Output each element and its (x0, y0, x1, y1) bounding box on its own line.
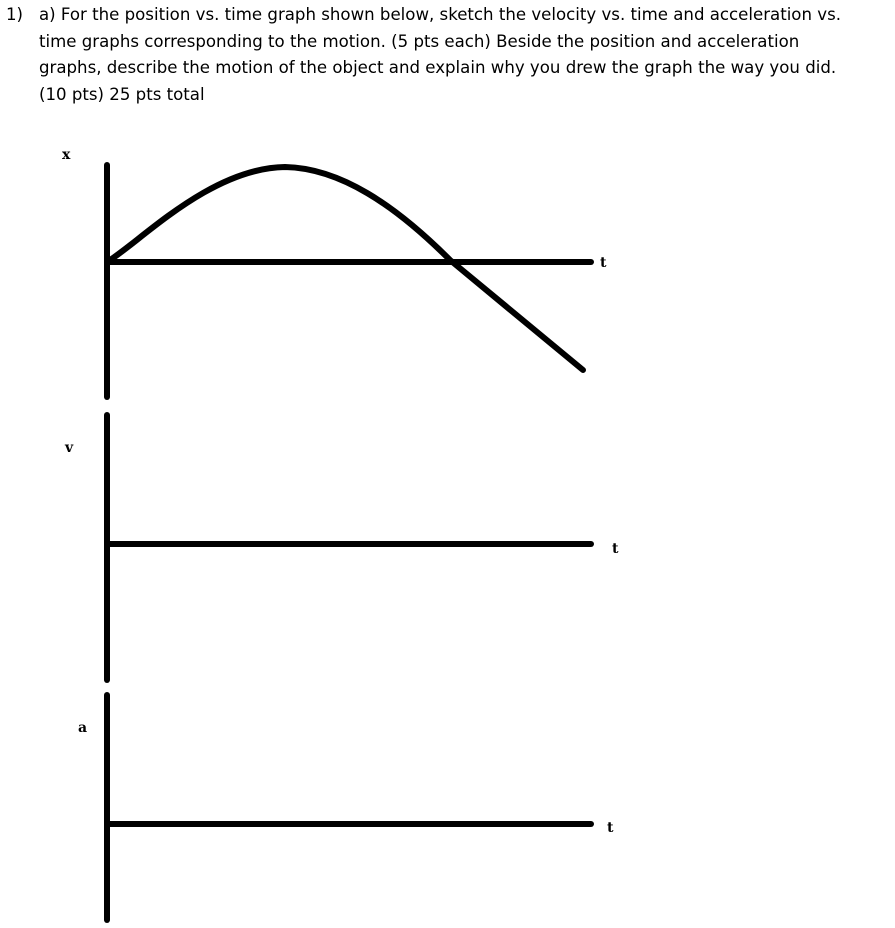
velocity-t-label: t (612, 541, 619, 557)
acceleration-graph (78, 695, 614, 920)
position-curve (107, 167, 583, 370)
question-text: a) For the position vs. time graph shown below, sketch the velocity vs. time and acceleration vs. time graphs corresponding to the motion. (5 pts each) Beside the position and acceleration graphs, describe the motion of the object and explain why you drew the graph the way you did. (10 pts) 25 pts total (39, 5, 841, 104)
position-graph (62, 147, 607, 397)
position-t-label: t (600, 255, 607, 271)
acceleration-y-label: a (78, 720, 88, 736)
velocity-graph (64, 415, 619, 680)
velocity-y-label: v (65, 440, 74, 456)
question-number: 1) (6, 5, 24, 24)
acceleration-t-label: t (607, 820, 614, 836)
position-y-label: x (62, 147, 71, 163)
